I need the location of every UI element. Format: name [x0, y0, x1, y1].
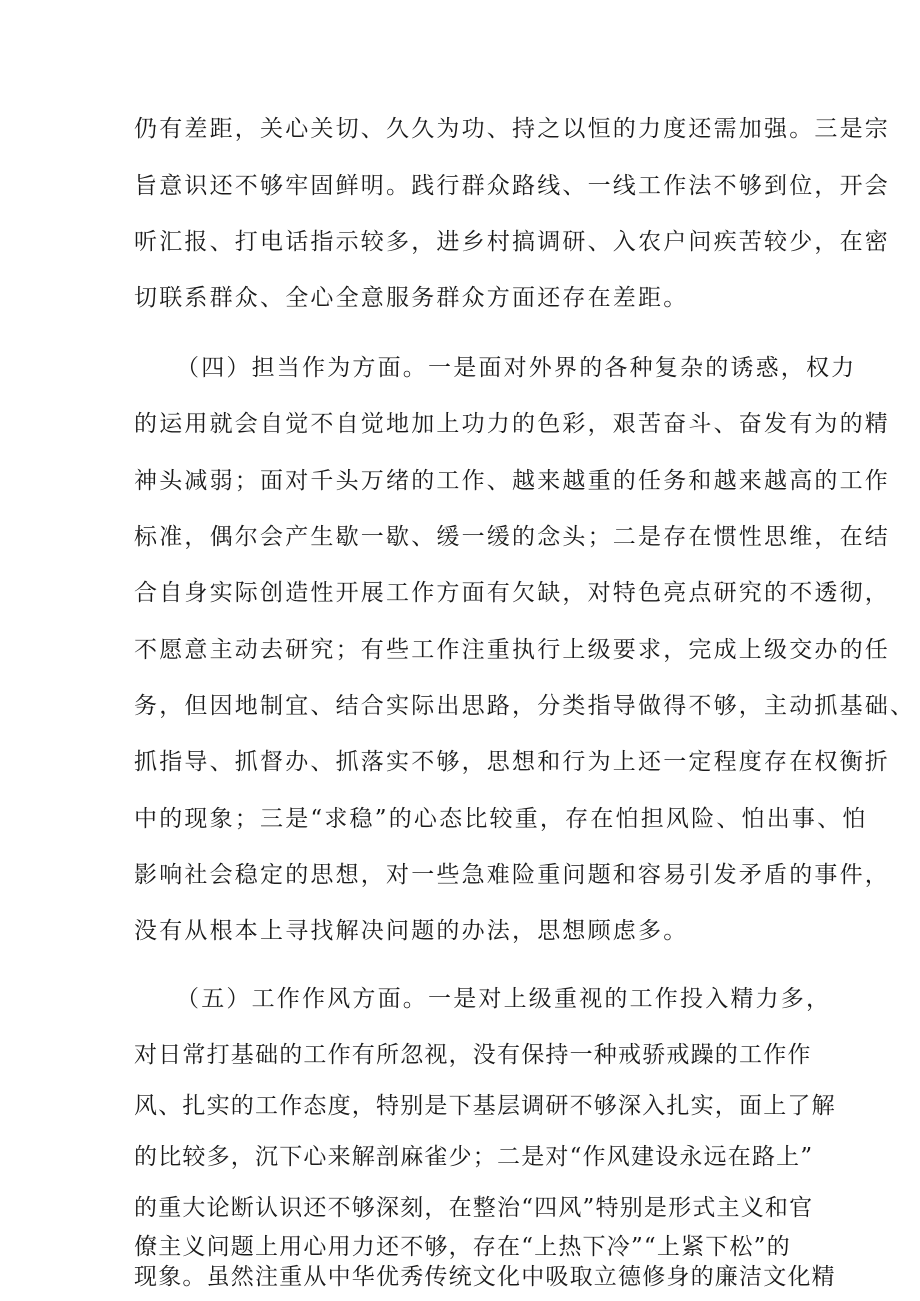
text-line: 务，但因地制宜、结合实际出思路，分类指导做得不够，主动抓基础、	[134, 693, 916, 719]
text-line: 现象。虽然注重从中华优秀传统文化中吸取立德修身的廉洁文化精	[134, 1264, 836, 1290]
text-line: 中的现象；三是“求稳”的心态比较重，存在怕担风险、怕出事、怕	[134, 806, 868, 832]
text-line: 抓指导、抓督办、抓落实不够，思想和行为上还一定程度存在权衡折	[134, 749, 890, 775]
text-line: 旨意识还不够牢固鲜明。践行群众路线、一线工作法不够到位，开会	[134, 173, 890, 199]
text-line: 标准，偶尔会产生歇一歇、缓一缓的念头；二是存在惯性思维，在结	[134, 524, 890, 550]
text-line: 没有从根本上寻找解决问题的办法，思想顾虑多。	[134, 918, 689, 944]
paragraph-heading-line: （五）工作作风方面。一是对上级重视的工作投入精力多，	[176, 986, 832, 1012]
text-line: 影响社会稳定的思想，对一些急难险重问题和容易引发矛盾的事件，	[134, 862, 890, 888]
text-line: 仍有差距，关心关切、久久为功、持之以恒的力度还需加强。三是宗	[134, 116, 890, 142]
text-line: 合自身实际创造性开展工作方面有欠缺，对特色亮点研究的不透彻，	[134, 580, 890, 606]
text-line: 切联系群众、全心全意服务群众方面还存在差距。	[134, 285, 689, 311]
text-line: 的比较多，沉下心来解剖麻雀少；二是对“作风建设永远在路上”	[134, 1144, 814, 1170]
text-line: 风、扎实的工作态度，特别是下基层调研不够深入扎实，面上了解	[134, 1093, 836, 1119]
text-line: 神头减弱；面对千头万绪的工作、越来越重的任务和越来越高的工作	[134, 468, 890, 494]
paragraph-heading-line: （四）担当作为方面。一是面对外界的各种复杂的诱惑，权力	[176, 355, 857, 381]
text-line: 对日常打基础的工作有所忽视，没有保持一种戒骄戒躁的工作作	[134, 1042, 812, 1068]
text-line: 僚主义问题上用心用力还不够，存在“上热下冷”“上紧下松”的	[134, 1234, 791, 1260]
text-line: 不愿意主动去研究；有些工作注重执行上级要求，完成上级交办的任	[134, 637, 890, 663]
text-line: 听汇报、打电话指示较多，进乡村搞调研、入农户问疾苦较少，在密	[134, 229, 890, 255]
text-line: 的运用就会自觉不自觉地加上功力的色彩，艰苦奋斗、奋发有为的精	[134, 411, 890, 437]
text-line: 的重大论断认识还不够深刻，在整治“四风”特别是形式主义和官	[134, 1195, 814, 1221]
